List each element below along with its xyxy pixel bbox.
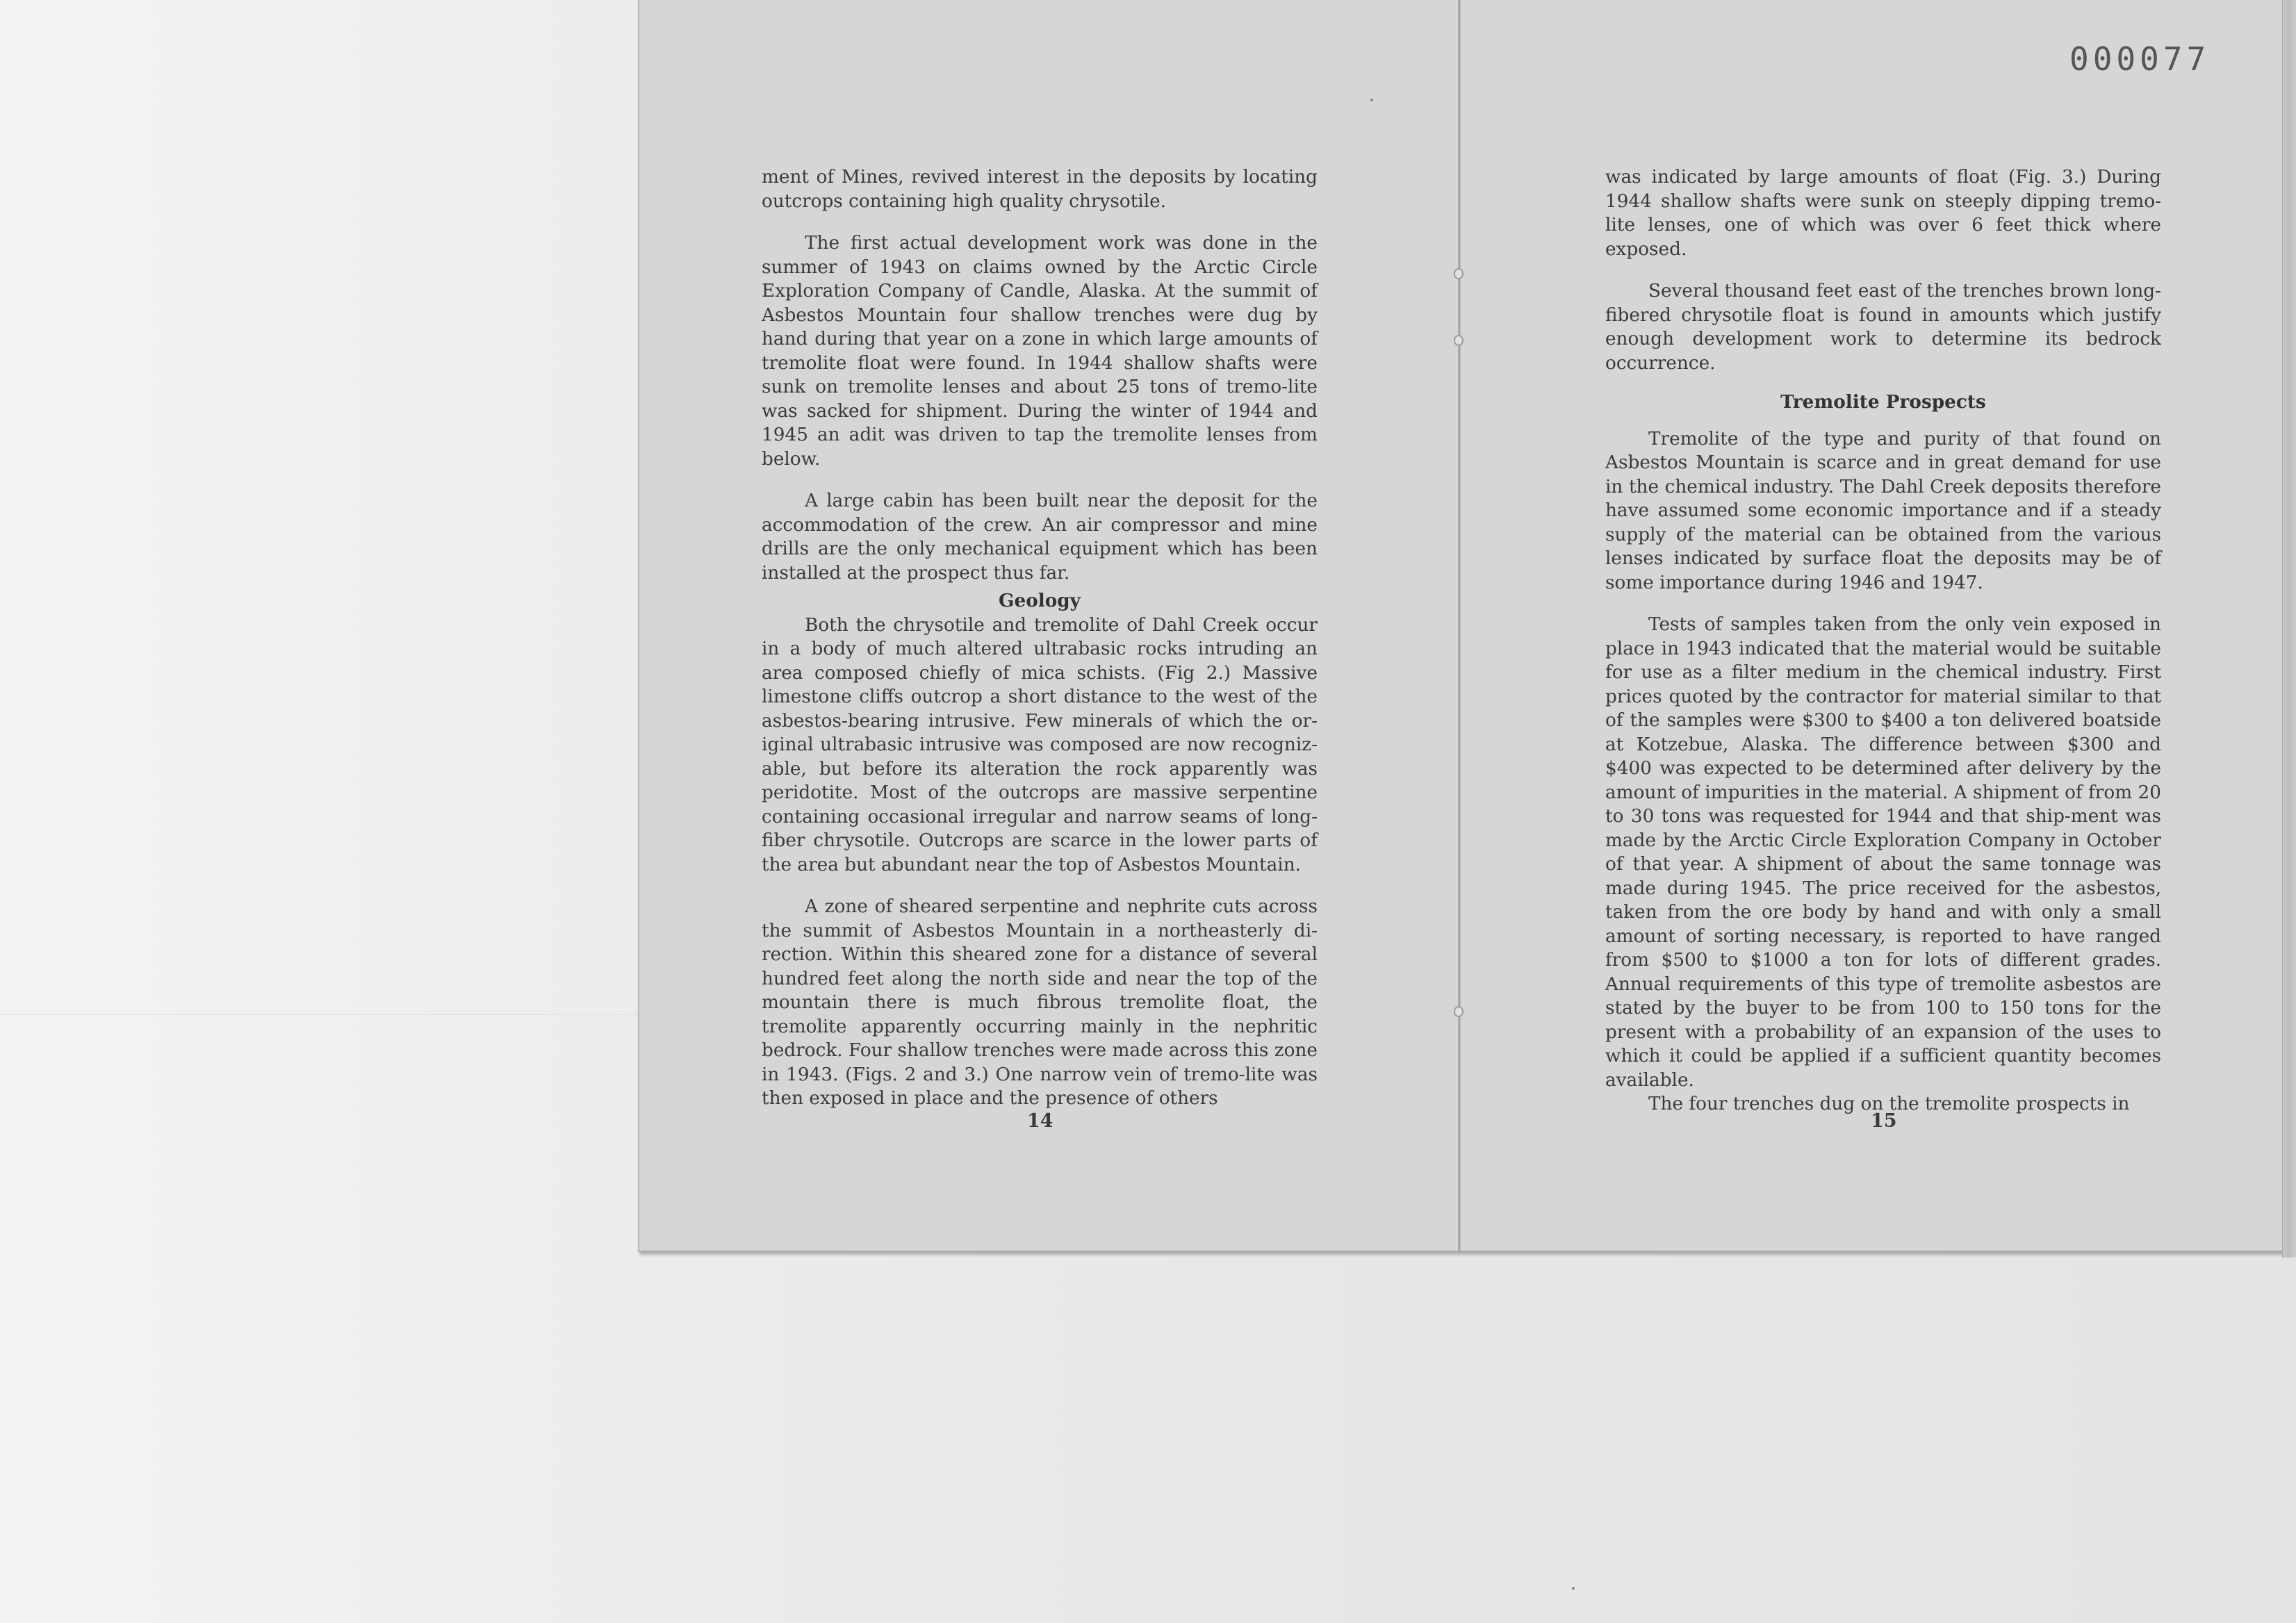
paragraph: ment of Mines, revived interest in the deposits by locating outcrops containing high quality chrysotile. (762, 167, 1318, 212)
paragraph: A large cabin has been built near the deposit for the accommodation of the crew. An air compressor and mine drills are the only mechanical equipment which has been installed at the prospect thus far. (762, 491, 1318, 584)
paragraph: The four trenches dug on the tremolite prospects in (1648, 1094, 2130, 1114)
staple-hole (1454, 1006, 1463, 1017)
archive-stamp-number: 000077 (2069, 40, 2211, 78)
left-page (762, 165, 1318, 1111)
paragraph: Several thousand feet east of the trenches brown long-fibered chrysotile float is found in amounts which justify enough development work to determine its bedrock occurrence. (1605, 281, 2161, 374)
paragraph: was indicated by large amounts of float (Fig. 3.) During 1944 shallow shafts were sunk on steeply dipping tremo-lite lenses, one of which was over 6 feet thick where exposed. (1605, 167, 2161, 260)
paragraph: The first actual development work was done in the summer of 1943 on claims owned by the Arctic Circle Exploration Company of Candle, Alaska. At the summit of Asbestos Mountain four shallow trenches were dug by hand during that year on a zone in which large amounts of tremolite float were found. In 1944 shallow shafts were sunk on tremolite lenses and about 25 tons of tremo-lite was sacked for shipment. During the winter of 1944 and 1945 an adit was driven to tap the tremolite lenses from below. (762, 233, 1318, 470)
page-number: 15 (1871, 1110, 1897, 1132)
paragraph: A zone of sheared serpentine and nephrite cuts across the summit of Asbestos Mountain in a northeasterly di-rection. Within this sheared zone for a distance of several hundred feet along the north side and near the top of the mountain there is much fibrous tremolite float, the tremolite apparently occurring mainly in the nephritic bedrock. Four shallow trenches were made across this zone in 1943. (Figs. 2 and 3.) One narrow vein of tremo-lite was then exposed in place and the presence of others (762, 896, 1318, 1109)
page-number: 14 (1027, 1110, 1053, 1132)
paragraph: Tests of samples taken from the only vein exposed in place in 1943 indicated that the material would be suitable for use as a filter medium in the chemical industry. First prices quoted by the contractor for material similar to that of the samples were $300 to $400 a ton delivered boatside at Kotzebue, Alaska. The difference between $300 and $400 was expected to be determined after delivery by the amount of impurities in the material. A shipment of from 20 to 30 tons was requested for 1944 and that ship-ment was made by the Arctic Circle Exploration Company in October of that year. A shipment of about the same tonnage was made during 1945. The price received for the asbestos, taken from the ore body by hand and with only a small amount of sorting necessary, is reported to have ranged from $500 to $1000 a ton for lots of different grades. Annual requirements of this type of tremolite asbestos are stated by the buyer to be from 100 to 150 tons for the present with a probability of an expansion of the uses to which it could be applied if a sufficient quantity becomes available. (1605, 614, 2161, 1091)
background-crease (0, 1014, 639, 1015)
paragraph: Tremolite of the type and purity of that found on Asbestos Mountain is scarce and in great demand for use in the chemical industry. The Dahl Creek deposits therefore have assumed some economic importance and if a steady supply of the material can be obtained from the various lenses indicated by surface float the deposits may be of some importance during 1946 and 1947. (1605, 428, 2161, 593)
page-stack-edge (2282, 0, 2296, 1258)
right-page (1605, 165, 2161, 1117)
section-heading: Geology (999, 590, 1081, 611)
dust-speck (1572, 1587, 1575, 1590)
staple-hole (1454, 268, 1463, 279)
staple-hole (1454, 335, 1463, 346)
dust-speck (1370, 99, 1373, 101)
section-heading: Tremolite Prospects (1780, 391, 1986, 413)
book-gutter (1458, 0, 1461, 1251)
paragraph: Both the chrysotile and tremolite of Dahl Creek occur in a body of much altered ultrabasic rocks intruding an area composed chiefly of mica schists. (Fig 2.) Massive limestone cliffs outcrop a short distance to the west of the asbestos-bearing intrusive. Few minerals of which the or-iginal ultrabasic intrusive was composed are now recogniz-able, but before its alteration the rock apparently was peridotite. Most of the outcrops are massive serpentine containing occasional irregular and narrow seams of long-fiber chrysotile. Outcrops are scarce in the lower parts of the area but abundant near the top of Asbestos Mountain. (762, 614, 1318, 875)
